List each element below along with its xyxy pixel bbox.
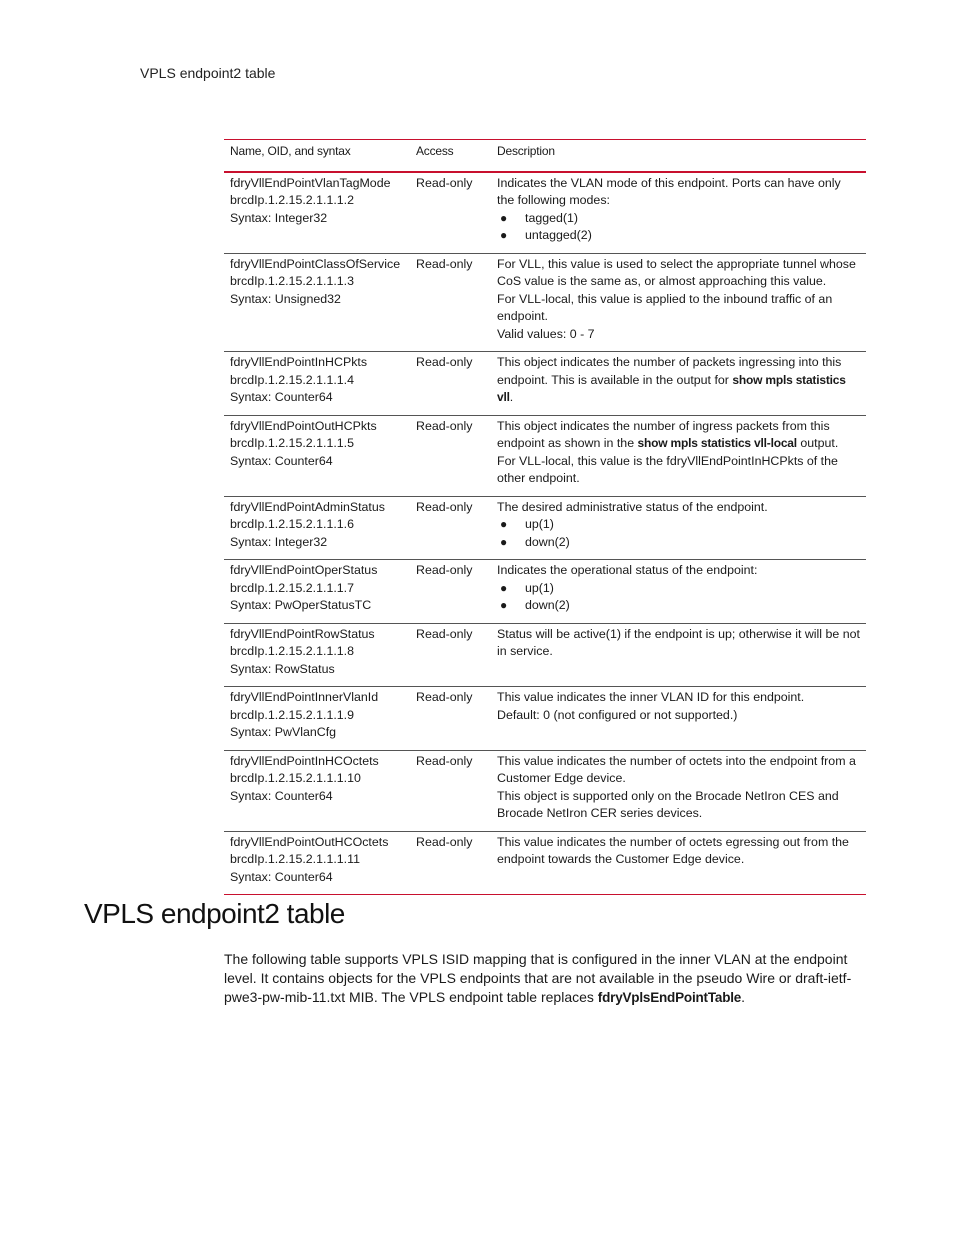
description-cell xyxy=(491,831,866,895)
description-text: This object indicates the number of packets ingressing into this endpoint. This is available in the output for show mpls statistics vll. xyxy=(497,355,846,404)
access-cell: Read-only xyxy=(410,623,491,687)
name-cell xyxy=(224,415,410,496)
table-row xyxy=(224,687,866,751)
table-row xyxy=(224,623,866,687)
column-header-access: Access xyxy=(410,140,491,172)
table-row xyxy=(224,352,866,416)
command-text: fdryVplsEndPointTable xyxy=(597,990,742,1005)
object-syntax: Syntax: RowStatus xyxy=(230,661,335,676)
bullet-icon: ● xyxy=(500,517,508,531)
column-header-description: Description xyxy=(491,140,866,172)
description-text: Indicates the operational status of the endpoint: xyxy=(497,563,758,577)
object-oid: brcdIp.1.2.15.2.1.1.1.8 xyxy=(230,644,354,658)
description-text: Status will be active(1) if the endpoint is up; otherwise it will be not in service. xyxy=(497,626,860,658)
description-text: Default: 0 (not configured or not supported.) xyxy=(497,707,738,722)
object-name: fdryVllEndPointVlanTagMode xyxy=(230,175,391,190)
table-row xyxy=(224,253,866,352)
object-oid: brcdIp.1.2.15.2.1.1.1.3 xyxy=(230,274,354,288)
bullet-item: ● down(2) xyxy=(497,597,860,615)
description-cell xyxy=(491,172,866,254)
bullet-icon: ● xyxy=(500,580,508,595)
object-name: fdryVllEndPointOperStatus xyxy=(230,563,378,577)
mib-objects-table xyxy=(224,139,866,895)
command-text: show mpls statistics vll-local xyxy=(637,436,797,450)
table-row xyxy=(224,831,866,895)
object-syntax: Syntax: Counter64 xyxy=(230,788,333,803)
description-cell xyxy=(491,253,866,352)
description-cell xyxy=(491,687,866,751)
command-text: show mpls statistics vll xyxy=(497,372,846,404)
description-text: The desired administrative status of the endpoint. xyxy=(497,499,768,514)
description-text: Indicates the VLAN mode of this endpoint. Ports can have only the following modes: xyxy=(497,175,841,207)
access-cell: Read-only xyxy=(410,352,491,416)
table-row xyxy=(224,172,866,254)
table-row xyxy=(224,496,866,560)
access-cell: Read-only xyxy=(410,687,491,751)
description-cell xyxy=(491,750,866,831)
section-title: VPLS endpoint2 table xyxy=(84,898,345,929)
bullet-item: ● tagged(1) xyxy=(497,210,860,228)
running-header: VPLS endpoint2 table xyxy=(140,65,276,81)
object-syntax: Syntax: PwOperStatusTC xyxy=(230,598,372,612)
description-text: This value indicates the number of octets egressing out from the endpoint towards the Customer Edge device. xyxy=(497,834,849,866)
object-name: fdryVllEndPointInnerVlanId xyxy=(230,690,379,704)
description-text: This object indicates the number of ingress packets from this endpoint as shown in the show mpls statistics vll-local output. xyxy=(497,418,839,450)
access-cell: Read-only xyxy=(410,496,491,560)
bullet-item: ● up(1) xyxy=(497,516,860,534)
object-name: fdryVllEndPointOutHCOctets xyxy=(230,834,389,849)
access-cell: Read-only xyxy=(410,750,491,831)
bullet-icon: ● xyxy=(500,210,508,225)
object-syntax: Syntax: Integer32 xyxy=(230,534,328,549)
description-cell xyxy=(491,352,866,416)
description-text: For VLL-local, this value is applied to the inbound traffic of an endpoint. xyxy=(497,291,833,323)
object-syntax: Syntax: Counter64 xyxy=(230,869,333,884)
table-row xyxy=(224,560,866,624)
object-oid: brcdIp.1.2.15.2.1.1.1.6 xyxy=(230,517,354,531)
table-header-row xyxy=(224,140,866,172)
object-name: fdryVllEndPointRowStatus xyxy=(230,626,375,641)
description-text: This value indicates the number of octets into the endpoint from a Customer Edge device. xyxy=(497,753,856,785)
object-name: fdryVllEndPointClassOfService xyxy=(230,256,401,271)
name-cell xyxy=(224,623,410,687)
name-cell xyxy=(224,496,410,560)
object-syntax: Syntax: Unsigned32 xyxy=(230,291,341,306)
object-oid: brcdIp.1.2.15.2.1.1.1.7 xyxy=(230,580,354,595)
object-oid: brcdIp.1.2.15.2.1.1.1.10 xyxy=(230,771,361,785)
object-name: fdryVllEndPointAdminStatus xyxy=(230,499,385,514)
access-cell: Read-only xyxy=(410,172,491,254)
description-text: This object is supported only on the Brocade NetIron CES and Brocade NetIron CER series devices. xyxy=(497,788,839,820)
object-oid: brcdIp.1.2.15.2.1.1.1.5 xyxy=(230,436,354,450)
object-oid: brcdIp.1.2.15.2.1.1.1.11 xyxy=(230,852,360,866)
name-cell xyxy=(224,560,410,624)
bullet-icon: ● xyxy=(500,598,508,612)
name-cell xyxy=(224,352,410,416)
access-cell: Read-only xyxy=(410,253,491,352)
object-oid: brcdIp.1.2.15.2.1.1.1.9 xyxy=(230,707,354,722)
bullet-icon: ● xyxy=(500,228,508,242)
bullet-icon: ● xyxy=(500,534,508,549)
column-header-name: Name, OID, and syntax xyxy=(224,140,410,172)
description-cell xyxy=(491,496,866,560)
description-text: Valid values: 0 - 7 xyxy=(497,326,595,341)
description-text: This value indicates the inner VLAN ID for this endpoint. xyxy=(497,690,805,704)
object-name: fdryVllEndPointInHCPkts xyxy=(230,355,368,369)
name-cell xyxy=(224,750,410,831)
object-name: fdryVllEndPointOutHCPkts xyxy=(230,418,377,433)
object-name: fdryVllEndPointInHCOctets xyxy=(230,753,379,768)
name-cell xyxy=(224,172,410,254)
table-row xyxy=(224,750,866,831)
object-syntax: Syntax: Counter64 xyxy=(230,453,333,468)
table-row xyxy=(224,415,866,496)
description-cell xyxy=(491,560,866,624)
name-cell xyxy=(224,831,410,895)
bullet-item: ● up(1) xyxy=(497,580,860,598)
object-oid: brcdIp.1.2.15.2.1.1.1.2 xyxy=(230,193,354,207)
object-syntax: Syntax: Counter64 xyxy=(230,390,333,404)
name-cell xyxy=(224,687,410,751)
description-text: For VLL-local, this value is the fdryVllEndPointInHCPkts of the other endpoint. xyxy=(497,453,838,485)
object-syntax: Syntax: PwVlanCfg xyxy=(230,725,337,739)
object-syntax: Syntax: Integer32 xyxy=(230,210,328,225)
access-cell: Read-only xyxy=(410,560,491,624)
object-oid: brcdIp.1.2.15.2.1.1.1.4 xyxy=(230,372,354,387)
section-intro-paragraph: The following table supports VPLS ISID mapping that is configured in the inner VLAN at the endpoint level. It contains objects for the VPLS endpoints that are not available in the pseudo Wire or draft-ietf-pwe3-pw-mib-11.txt MIB. The VPLS endpoint table replaces fdryVplsEndPointTable. xyxy=(224,951,852,1005)
bullet-item: ● untagged(2) xyxy=(497,227,860,245)
name-cell xyxy=(224,253,410,352)
bullet-item: ● down(2) xyxy=(497,534,860,552)
description-cell xyxy=(491,415,866,496)
access-cell: Read-only xyxy=(410,415,491,496)
access-cell: Read-only xyxy=(416,834,473,849)
description-cell xyxy=(491,623,866,687)
description-text: For VLL, this value is used to select the appropriate tunnel whose CoS value is the same as, or almost approaching this value. xyxy=(497,256,856,288)
